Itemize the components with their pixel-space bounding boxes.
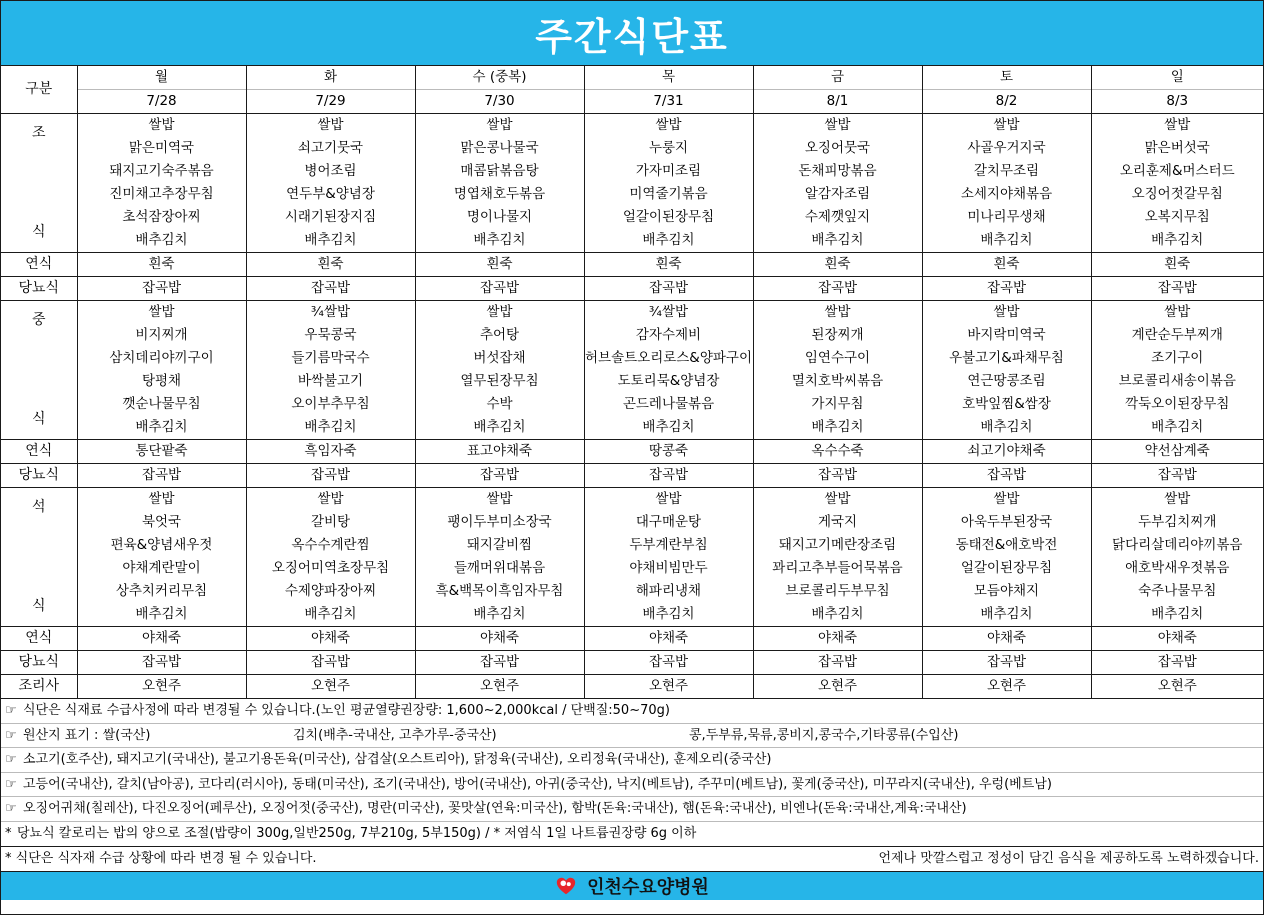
page-title: 주간식단표 bbox=[1, 1, 1263, 66]
row-label: 연식 bbox=[1, 627, 77, 651]
breakfast-dish: 쌀밥 bbox=[922, 114, 1091, 138]
dinner-dish: 쌀밥 bbox=[77, 488, 246, 512]
dinner-dish: 쌀밥 bbox=[584, 488, 753, 512]
dinner-dish: 해파리냉채 bbox=[584, 580, 753, 603]
dinner-dish: 오징어미역초장무침 bbox=[246, 557, 415, 580]
breakfast-dish: 쇠고기뭇국 bbox=[246, 137, 415, 160]
lunch-dish: 삼치데리야끼구이 bbox=[77, 347, 246, 370]
dinner-dish: 게국지 bbox=[753, 511, 922, 534]
lunch-row bbox=[1, 416, 1263, 440]
meal-label-top: 조 bbox=[31, 125, 46, 141]
meal-label-top: 석 bbox=[31, 499, 46, 515]
row-label: 당뇨식 bbox=[1, 464, 77, 488]
dinner-row bbox=[1, 488, 1263, 512]
cook-row bbox=[1, 675, 1263, 699]
breakfast-dish: 오리훈제&머스터드 bbox=[1091, 160, 1263, 183]
breakfast-dish: 배추김치 bbox=[77, 229, 246, 253]
breakfast-dish: 소세지야채볶음 bbox=[922, 183, 1091, 206]
date-header: 8/1 bbox=[753, 90, 922, 114]
dinner-dish: 북엇국 bbox=[77, 511, 246, 534]
dinner-dish: 숙주나물무침 bbox=[1091, 580, 1263, 603]
breakfast-dish: 오복지무침 bbox=[1091, 206, 1263, 229]
header-date-row bbox=[1, 90, 1263, 114]
dinner-dish: 야채계란말이 bbox=[77, 557, 246, 580]
dinner-dish: 얼갈이된장무침 bbox=[922, 557, 1091, 580]
lunch-soft-dish: 옥수수죽 bbox=[753, 440, 922, 464]
day-header: 화 bbox=[246, 66, 415, 90]
dinner-soft-row bbox=[1, 627, 1263, 651]
lunch-dish: 호박잎찜&쌈장 bbox=[922, 393, 1091, 416]
lunch-diabetic-dish: 잡곡밥 bbox=[584, 464, 753, 488]
lunch-soft-dish: 쇠고기야채죽 bbox=[922, 440, 1091, 464]
lunch-dish: 깍둑오이된장무침 bbox=[1091, 393, 1263, 416]
hand-pointer-icon: ☞ bbox=[5, 752, 17, 768]
cook-name: 오현주 bbox=[753, 675, 922, 699]
breakfast-dish: 연두부&양념장 bbox=[246, 183, 415, 206]
hospital-name: 인천수요양병원 bbox=[587, 876, 709, 898]
dinner-dish: 두부계란부침 bbox=[584, 534, 753, 557]
day-header: 일 bbox=[1091, 66, 1263, 90]
note-origin-fish: ☞ 고등어(국내산), 갈치(남아공), 코다리(러시아), 동태(미국산), 조기(국내산), 방어(국내산), 아귀(중국산), 낙지(베트남), 주꾸미(베트남), 꽃게(중국산), 미꾸라지(국내산), 우렁(베트남) bbox=[1, 773, 1263, 798]
breakfast-dish: 진미채고추장무침 bbox=[77, 183, 246, 206]
dinner-dish: 배추김치 bbox=[77, 603, 246, 627]
dinner-soft-dish: 야채죽 bbox=[753, 627, 922, 651]
breakfast-diabetic-dish: 잡곡밥 bbox=[246, 277, 415, 301]
hand-pointer-icon: ☞ bbox=[5, 776, 17, 792]
dinner-row bbox=[1, 580, 1263, 603]
dinner-row bbox=[1, 511, 1263, 534]
lunch-dish: 배추김치 bbox=[415, 416, 584, 440]
note-origin-rice-kimchi: ☞ 원산지 표기 : 쌀(국산) 김치(배추-국내산, 고추가루-중국산) 콩,두부류,묵류,콩비지,콩국수,기타콩류(수입산) bbox=[1, 724, 1263, 749]
lunch-dish: 가지무침 bbox=[753, 393, 922, 416]
breakfast-dish: 돈채피망볶음 bbox=[753, 160, 922, 183]
breakfast-dish: 배추김치 bbox=[922, 229, 1091, 253]
bottom-notice bbox=[1, 847, 1263, 872]
hand-pointer-icon: ☞ bbox=[5, 727, 17, 743]
cook-name: 오현주 bbox=[922, 675, 1091, 699]
dinner-diabetic-dish: 잡곡밥 bbox=[584, 651, 753, 675]
lunch-dish: 쌀밥 bbox=[415, 301, 584, 325]
breakfast-dish: 시래기된장지짐 bbox=[246, 206, 415, 229]
dinner-row bbox=[1, 557, 1263, 580]
breakfast-soft-dish: 흰죽 bbox=[753, 253, 922, 277]
dinner-dish: 수제양파장아찌 bbox=[246, 580, 415, 603]
row-label bbox=[1, 114, 77, 253]
dinner-dish: 갈비탕 bbox=[246, 511, 415, 534]
lunch-dish: 배추김치 bbox=[77, 416, 246, 440]
lunch-dish: 임연수구이 bbox=[753, 347, 922, 370]
lunch-dish: 감자수제비 bbox=[584, 324, 753, 347]
dinner-dish: 두부김치찌개 bbox=[1091, 511, 1263, 534]
menu-table bbox=[1, 66, 1263, 698]
lunch-dish: 브로콜리새송이볶음 bbox=[1091, 370, 1263, 393]
dinner-row bbox=[1, 534, 1263, 557]
lunch-dish: 우묵콩국 bbox=[246, 324, 415, 347]
date-header: 7/30 bbox=[415, 90, 584, 114]
dinner-dish: 닭다리살데리야끼볶음 bbox=[1091, 534, 1263, 557]
date-header: 7/29 bbox=[246, 90, 415, 114]
row-label: 조리사 bbox=[1, 675, 77, 699]
lunch-dish: 배추김치 bbox=[1091, 416, 1263, 440]
day-header: 금 bbox=[753, 66, 922, 90]
breakfast-dish: 맑은미역국 bbox=[77, 137, 246, 160]
lunch-dish: 쌀밥 bbox=[77, 301, 246, 325]
row-label: 연식 bbox=[1, 253, 77, 277]
breakfast-dish: 배추김치 bbox=[246, 229, 415, 253]
breakfast-dish: 배추김치 bbox=[415, 229, 584, 253]
dinner-dish: 동태전&애호박전 bbox=[922, 534, 1091, 557]
lunch-dish: 깻순나물무침 bbox=[77, 393, 246, 416]
lunch-dish: 우불고기&파채무침 bbox=[922, 347, 1091, 370]
lunch-dish: ¾쌀밥 bbox=[246, 301, 415, 325]
dinner-dish: 편육&양념새우젓 bbox=[77, 534, 246, 557]
lunch-dish: 조기구이 bbox=[1091, 347, 1263, 370]
breakfast-row bbox=[1, 183, 1263, 206]
lunch-row bbox=[1, 301, 1263, 325]
breakfast-row bbox=[1, 229, 1263, 253]
dinner-dish: 배추김치 bbox=[1091, 603, 1263, 627]
dinner-dish: 배추김치 bbox=[415, 603, 584, 627]
breakfast-soft-row bbox=[1, 253, 1263, 277]
breakfast-soft-dish: 흰죽 bbox=[415, 253, 584, 277]
dinner-diabetic-dish: 잡곡밥 bbox=[77, 651, 246, 675]
breakfast-dish: 쌀밥 bbox=[415, 114, 584, 138]
date-header: 7/31 bbox=[584, 90, 753, 114]
dinner-soft-dish: 야채죽 bbox=[77, 627, 246, 651]
dinner-dish: 배추김치 bbox=[922, 603, 1091, 627]
lunch-dish: 배추김치 bbox=[753, 416, 922, 440]
dinner-dish: 배추김치 bbox=[753, 603, 922, 627]
meal-label-bottom: 식 bbox=[31, 411, 46, 427]
breakfast-soft-dish: 흰죽 bbox=[584, 253, 753, 277]
breakfast-dish: 사골우거지국 bbox=[922, 137, 1091, 160]
lunch-row bbox=[1, 393, 1263, 416]
dinner-dish: 돼지갈비찜 bbox=[415, 534, 584, 557]
breakfast-dish: 오징어젓갈무침 bbox=[1091, 183, 1263, 206]
row-label bbox=[1, 488, 77, 627]
dinner-soft-dish: 야채죽 bbox=[922, 627, 1091, 651]
dinner-dish: 쌀밥 bbox=[753, 488, 922, 512]
cook-name: 오현주 bbox=[1091, 675, 1263, 699]
dinner-dish: 야채비빔만두 bbox=[584, 557, 753, 580]
breakfast-diabetic-dish: 잡곡밥 bbox=[753, 277, 922, 301]
lunch-diabetic-dish: 잡곡밥 bbox=[1091, 464, 1263, 488]
breakfast-dish: 쌀밥 bbox=[246, 114, 415, 138]
cook-name: 오현주 bbox=[246, 675, 415, 699]
breakfast-diabetic-dish: 잡곡밥 bbox=[584, 277, 753, 301]
row-label: 구분 bbox=[25, 81, 53, 97]
lunch-diabetic-dish: 잡곡밥 bbox=[922, 464, 1091, 488]
dinner-dish: 모듬야채지 bbox=[922, 580, 1091, 603]
breakfast-diabetic-dish: 잡곡밥 bbox=[1091, 277, 1263, 301]
dinner-dish: 팽이두부미소장국 bbox=[415, 511, 584, 534]
dinner-soft-dish: 야채죽 bbox=[415, 627, 584, 651]
dinner-dish: 아욱두부된장국 bbox=[922, 511, 1091, 534]
breakfast-dish: 쌀밥 bbox=[77, 114, 246, 138]
breakfast-dish: 배추김치 bbox=[1091, 229, 1263, 253]
breakfast-dish: 미나리무생채 bbox=[922, 206, 1091, 229]
day-header: 월 bbox=[77, 66, 246, 90]
lunch-row bbox=[1, 370, 1263, 393]
day-header: 목 bbox=[584, 66, 753, 90]
breakfast-dish: 쌀밥 bbox=[1091, 114, 1263, 138]
dinner-diabetic-dish: 잡곡밥 bbox=[1091, 651, 1263, 675]
breakfast-row bbox=[1, 206, 1263, 229]
breakfast-dish: 쌀밥 bbox=[584, 114, 753, 138]
lunch-dish: 멸치호박씨볶음 bbox=[753, 370, 922, 393]
dinner-diabetic-row bbox=[1, 651, 1263, 675]
lunch-diabetic-dish: 잡곡밥 bbox=[246, 464, 415, 488]
dinner-dish: 애호박새우젓볶음 bbox=[1091, 557, 1263, 580]
lunch-diabetic-dish: 잡곡밥 bbox=[77, 464, 246, 488]
breakfast-dish: 갈치무조림 bbox=[922, 160, 1091, 183]
lunch-diabetic-row bbox=[1, 464, 1263, 488]
lunch-soft-dish: 흑임자죽 bbox=[246, 440, 415, 464]
lunch-dish: 열무된장무침 bbox=[415, 370, 584, 393]
lunch-dish: ¾쌀밥 bbox=[584, 301, 753, 325]
dinner-dish: 쌀밥 bbox=[246, 488, 415, 512]
breakfast-dish: 매콤닭볶음탕 bbox=[415, 160, 584, 183]
lunch-dish: 도토리묵&양념장 bbox=[584, 370, 753, 393]
row-label bbox=[1, 301, 77, 440]
lunch-dish: 바지락미역국 bbox=[922, 324, 1091, 347]
hand-pointer-icon: ☞ bbox=[5, 703, 17, 718]
dinner-dish: 돼지고기메란장조림 bbox=[753, 534, 922, 557]
breakfast-dish: 알감자조림 bbox=[753, 183, 922, 206]
lunch-row bbox=[1, 347, 1263, 370]
lunch-dish: 바싹불고기 bbox=[246, 370, 415, 393]
date-header: 8/2 bbox=[922, 90, 1091, 114]
breakfast-dish: 수제깻잎지 bbox=[753, 206, 922, 229]
date-header: 8/3 bbox=[1091, 90, 1263, 114]
footer-bar bbox=[1, 872, 1263, 900]
lunch-dish: 배추김치 bbox=[922, 416, 1091, 440]
lunch-dish: 연근땅콩조림 bbox=[922, 370, 1091, 393]
breakfast-row bbox=[1, 114, 1263, 138]
note-origin-meat: ☞ 소고기(호주산), 돼지고기(국내산), 불고기용돈육(미국산), 삼겹살(오스트리아), 닭정육(국내산), 오리정육(국내산), 훈제오리(중국산) bbox=[1, 748, 1263, 773]
dinner-row bbox=[1, 603, 1263, 627]
dinner-diabetic-dish: 잡곡밥 bbox=[753, 651, 922, 675]
lunch-dish: 계란순두부찌개 bbox=[1091, 324, 1263, 347]
breakfast-soft-dish: 흰죽 bbox=[246, 253, 415, 277]
lunch-dish: 오이부추무침 bbox=[246, 393, 415, 416]
dinner-dish: 대구매운탕 bbox=[584, 511, 753, 534]
hand-pointer-icon: ☞ bbox=[5, 801, 17, 817]
breakfast-soft-dish: 흰죽 bbox=[922, 253, 1091, 277]
breakfast-dish: 명엽채호두볶음 bbox=[415, 183, 584, 206]
lunch-soft-dish: 통단팥죽 bbox=[77, 440, 246, 464]
dinner-dish: 옥수수계란찜 bbox=[246, 534, 415, 557]
breakfast-diabetic-dish: 잡곡밥 bbox=[77, 277, 246, 301]
breakfast-diabetic-dish: 잡곡밥 bbox=[415, 277, 584, 301]
lunch-soft-dish: 땅콩죽 bbox=[584, 440, 753, 464]
lunch-dish: 버섯잡채 bbox=[415, 347, 584, 370]
dinner-diabetic-dish: 잡곡밥 bbox=[246, 651, 415, 675]
dinner-diabetic-dish: 잡곡밥 bbox=[415, 651, 584, 675]
day-header: 수 (중복) bbox=[415, 66, 584, 90]
breakfast-dish: 얼갈이된장무침 bbox=[584, 206, 753, 229]
breakfast-row bbox=[1, 137, 1263, 160]
meal-label-bottom: 식 bbox=[31, 598, 46, 614]
dinner-dish: 쌀밥 bbox=[415, 488, 584, 512]
dinner-dish: 쌀밥 bbox=[1091, 488, 1263, 512]
breakfast-soft-dish: 흰죽 bbox=[77, 253, 246, 277]
dinner-soft-dish: 야채죽 bbox=[584, 627, 753, 651]
lunch-dish: 쌀밥 bbox=[922, 301, 1091, 325]
breakfast-dish: 미역줄기볶음 bbox=[584, 183, 753, 206]
lunch-dish: 곤드레나물볶음 bbox=[584, 393, 753, 416]
lunch-dish: 쌀밥 bbox=[1091, 301, 1263, 325]
lunch-dish: 배추김치 bbox=[246, 416, 415, 440]
breakfast-dish: 맑은버섯국 bbox=[1091, 137, 1263, 160]
dinner-dish: 들깨머위대볶음 bbox=[415, 557, 584, 580]
lunch-row bbox=[1, 324, 1263, 347]
notes-section bbox=[1, 698, 1263, 847]
lunch-diabetic-dish: 잡곡밥 bbox=[415, 464, 584, 488]
dinner-dish: 쌀밥 bbox=[922, 488, 1091, 512]
breakfast-diabetic-dish: 잡곡밥 bbox=[922, 277, 1091, 301]
cook-name: 오현주 bbox=[77, 675, 246, 699]
hospital-logo-icon bbox=[555, 875, 577, 897]
cook-name: 오현주 bbox=[584, 675, 753, 699]
lunch-soft-row bbox=[1, 440, 1263, 464]
row-label: 당뇨식 bbox=[1, 277, 77, 301]
breakfast-dish: 병어조림 bbox=[246, 160, 415, 183]
breakfast-soft-dish: 흰죽 bbox=[1091, 253, 1263, 277]
day-header: 토 bbox=[922, 66, 1091, 90]
lunch-dish: 된장찌개 bbox=[753, 324, 922, 347]
dinner-dish: 배추김치 bbox=[584, 603, 753, 627]
dinner-dish: 꽈리고추부들어묵볶음 bbox=[753, 557, 922, 580]
lunch-diabetic-dish: 잡곡밥 bbox=[753, 464, 922, 488]
date-header: 7/28 bbox=[77, 90, 246, 114]
dinner-dish: 배추김치 bbox=[246, 603, 415, 627]
breakfast-dish: 배추김치 bbox=[584, 229, 753, 253]
dinner-dish: 흑&백목이흑임자무침 bbox=[415, 580, 584, 603]
dinner-dish: 브로콜리두부무침 bbox=[753, 580, 922, 603]
breakfast-dish: 명이나물지 bbox=[415, 206, 584, 229]
lunch-soft-dish: 표고야채죽 bbox=[415, 440, 584, 464]
note-diabetic-calorie: * 당뇨식 칼로리는 밥의 양으로 조절(밥량이 300g,일반250g, 7부210g, 5부150g) / * 저염식 1일 나트륨권장량 6g 이하 bbox=[1, 822, 1263, 847]
breakfast-dish: 가자미조림 bbox=[584, 160, 753, 183]
breakfast-diabetic-row bbox=[1, 277, 1263, 301]
note-origin-processed: ☞ 오징어귀채(칠레산), 다진오징어(페루산), 오징어젓(중국산), 명란(미국산), 꽃맛살(연육:미국산), 함박(돈육:국내산), 햄(돈육:국내산), 비엔나(돈육:국내산,계육:국내산) bbox=[1, 797, 1263, 822]
dinner-soft-dish: 야채죽 bbox=[1091, 627, 1263, 651]
dinner-dish: 상추치커리무침 bbox=[77, 580, 246, 603]
lunch-dish: 탕평채 bbox=[77, 370, 246, 393]
breakfast-dish: 오징어뭇국 bbox=[753, 137, 922, 160]
breakfast-dish: 초석잠장아찌 bbox=[77, 206, 246, 229]
breakfast-dish: 맑은콩나물국 bbox=[415, 137, 584, 160]
breakfast-dish: 누룽지 bbox=[584, 137, 753, 160]
lunch-dish: 비지찌개 bbox=[77, 324, 246, 347]
breakfast-dish: 배추김치 bbox=[753, 229, 922, 253]
breakfast-dish: 쌀밥 bbox=[753, 114, 922, 138]
note-calorie: ☞ 식단은 식재료 수급사정에 따라 변경될 수 있습니다.(노인 평균열량권장량: 1,600~2,000kcal / 단백질:50~70g) bbox=[1, 699, 1263, 724]
meal-label-top: 중 bbox=[31, 312, 46, 328]
lunch-dish: 추어탕 bbox=[415, 324, 584, 347]
breakfast-dish: 돼지고기숙주볶음 bbox=[77, 160, 246, 183]
lunch-dish: 허브솔트오리로스&양파구이 bbox=[584, 347, 753, 370]
lunch-dish: 들기름막국수 bbox=[246, 347, 415, 370]
cook-name: 오현주 bbox=[415, 675, 584, 699]
dinner-soft-dish: 야채죽 bbox=[246, 627, 415, 651]
row-label: 연식 bbox=[1, 440, 77, 464]
service-message: 언제나 맛깔스럽고 정성이 담긴 음식을 제공하도록 노력하겠습니다. bbox=[878, 850, 1259, 866]
dinner-diabetic-dish: 잡곡밥 bbox=[922, 651, 1091, 675]
row-label: 당뇨식 bbox=[1, 651, 77, 675]
lunch-soft-dish: 약선삼계죽 bbox=[1091, 440, 1263, 464]
meal-label-bottom: 식 bbox=[31, 224, 46, 240]
lunch-dish: 배추김치 bbox=[584, 416, 753, 440]
lunch-dish: 쌀밥 bbox=[753, 301, 922, 325]
change-notice: * 식단은 식자재 수급 상황에 따라 변경 될 수 있습니다. bbox=[5, 850, 317, 866]
breakfast-row bbox=[1, 160, 1263, 183]
lunch-dish: 수박 bbox=[415, 393, 584, 416]
header-day-row bbox=[1, 66, 1263, 90]
